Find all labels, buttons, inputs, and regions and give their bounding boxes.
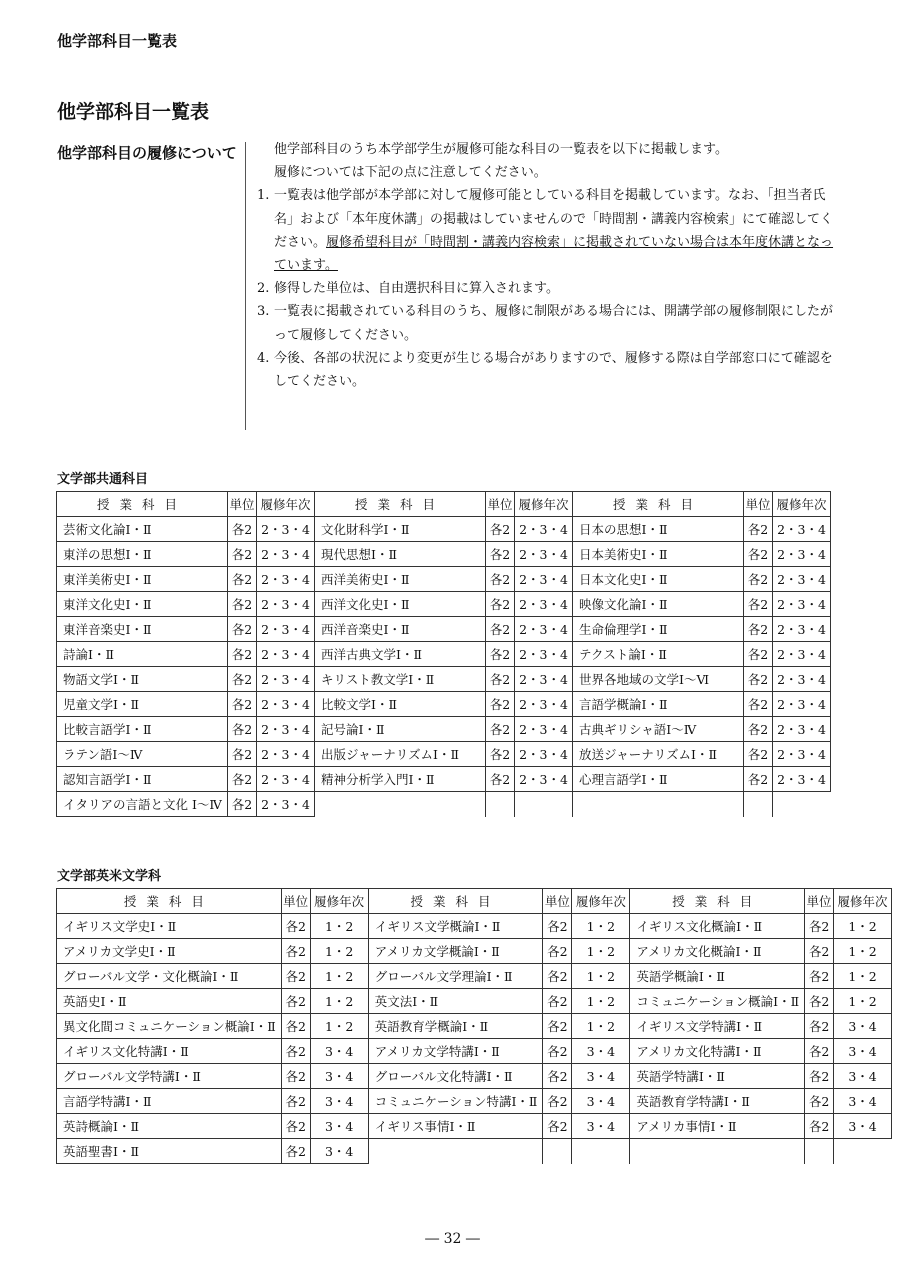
- header-unit: 単位: [486, 492, 515, 517]
- table-row: [57, 1014, 892, 1039]
- course-unit: 各2: [281, 1014, 310, 1039]
- page-number: ― 32 ―: [425, 1231, 480, 1247]
- header-subject: 授業科目: [57, 492, 228, 517]
- course-unit: 各2: [281, 1064, 310, 1089]
- table-row: [57, 642, 831, 667]
- empty-cell: [572, 1139, 630, 1164]
- table-row: [57, 667, 831, 692]
- course-name: イギリス文学概論Ⅰ・Ⅱ: [368, 914, 543, 939]
- table-row: [57, 742, 831, 767]
- empty-cell: [773, 792, 831, 817]
- course-year: 2・3・4: [515, 567, 573, 592]
- note-item: [257, 184, 837, 277]
- note-text: 今後、各部の状況により変更が生じる場合がありますので、履修する際は自学部窓口にて確認をしてください。: [274, 350, 833, 390]
- course-name: イギリス文化概論Ⅰ・Ⅱ: [630, 914, 805, 939]
- page-title: 他学部科目一覧表: [57, 101, 210, 123]
- course-unit: 各2: [486, 767, 515, 792]
- course-unit: 各2: [744, 542, 773, 567]
- course-name: 物語文学Ⅰ・Ⅱ: [57, 667, 228, 692]
- course-unit: 各2: [486, 667, 515, 692]
- course-year: 1・2: [572, 989, 630, 1014]
- header-year: 履修年次: [773, 492, 831, 517]
- course-unit: 各2: [744, 617, 773, 642]
- course-unit: 各2: [744, 642, 773, 667]
- course-name: 映像文化論Ⅰ・Ⅱ: [573, 592, 744, 617]
- course-name: キリスト教文学Ⅰ・Ⅱ: [315, 667, 486, 692]
- course-year: 1・2: [572, 964, 630, 989]
- header-unit: 単位: [543, 889, 572, 914]
- note-item: [257, 347, 837, 393]
- header-year: 履修年次: [310, 889, 368, 914]
- course-year: 3・4: [834, 1114, 892, 1139]
- course-unit: 各2: [228, 567, 257, 592]
- course-year: 3・4: [834, 1039, 892, 1064]
- course-year: 2・3・4: [515, 667, 573, 692]
- course-unit: 各2: [228, 617, 257, 642]
- note-number: 1.: [257, 188, 270, 204]
- course-name: グローバル文学・文化概論Ⅰ・Ⅱ: [57, 964, 282, 989]
- course-name: コミュニケーション特講Ⅰ・Ⅱ: [368, 1089, 543, 1114]
- intro-text: [257, 138, 837, 393]
- course-unit: 各2: [486, 642, 515, 667]
- course-unit: 各2: [281, 914, 310, 939]
- course-name: 出版ジャーナリズムⅠ・Ⅱ: [315, 742, 486, 767]
- section-heading: 他学部科目の履修について: [57, 144, 237, 162]
- empty-cell: [368, 1139, 543, 1164]
- course-unit: 各2: [805, 1089, 834, 1114]
- course-year: 2・3・4: [773, 517, 831, 542]
- course-name: イギリス文学史Ⅰ・Ⅱ: [57, 914, 282, 939]
- table-row: [57, 1089, 892, 1114]
- course-year: 1・2: [834, 989, 892, 1014]
- empty-cell: [543, 1139, 572, 1164]
- course-unit: 各2: [543, 1039, 572, 1064]
- course-name: アメリカ文学特講Ⅰ・Ⅱ: [368, 1039, 543, 1064]
- header-subject: 授業科目: [573, 492, 744, 517]
- course-year: 2・3・4: [257, 592, 315, 617]
- course-unit: 各2: [744, 742, 773, 767]
- intro-line: 他学部科目のうち本学部学生が履修可能な科目の一覧表を以下に掲載します。: [274, 142, 728, 157]
- course-name: 英語史Ⅰ・Ⅱ: [57, 989, 282, 1014]
- course-unit: 各2: [228, 642, 257, 667]
- table-row: [57, 1114, 892, 1139]
- table-row: [57, 567, 831, 592]
- intro-line: 履修については下記の点に注意してください。: [274, 165, 547, 181]
- course-unit: 各2: [805, 1039, 834, 1064]
- course-unit: 各2: [228, 517, 257, 542]
- course-name: アメリカ文化概論Ⅰ・Ⅱ: [630, 939, 805, 964]
- course-name: 世界各地域の文学Ⅰ～Ⅵ: [573, 667, 744, 692]
- table-row: [57, 717, 831, 742]
- course-unit: 各2: [228, 667, 257, 692]
- table-row: [57, 617, 831, 642]
- course-year: 1・2: [834, 914, 892, 939]
- table-row: [57, 792, 831, 817]
- course-year: 2・3・4: [773, 542, 831, 567]
- course-year: 2・3・4: [257, 792, 315, 817]
- course-name: 言語学概論Ⅰ・Ⅱ: [573, 692, 744, 717]
- course-year: 2・3・4: [257, 742, 315, 767]
- course-unit: 各2: [228, 692, 257, 717]
- table-row: [57, 939, 892, 964]
- course-year: 3・4: [310, 1089, 368, 1114]
- course-name: 日本文化史Ⅰ・Ⅱ: [573, 567, 744, 592]
- note-number: 2.: [257, 281, 270, 297]
- course-year: 2・3・4: [257, 667, 315, 692]
- course-name: 現代思想Ⅰ・Ⅱ: [315, 542, 486, 567]
- table-row: [57, 542, 831, 567]
- course-year: 3・4: [834, 1064, 892, 1089]
- course-name: テクスト論Ⅰ・Ⅱ: [573, 642, 744, 667]
- course-name: 英語教育学特講Ⅰ・Ⅱ: [630, 1089, 805, 1114]
- table-row: [57, 989, 892, 1014]
- table-row: [57, 1139, 892, 1164]
- course-name: 生命倫理学Ⅰ・Ⅱ: [573, 617, 744, 642]
- course-year: 1・2: [572, 914, 630, 939]
- course-name: アメリカ文学史Ⅰ・Ⅱ: [57, 939, 282, 964]
- course-unit: 各2: [486, 542, 515, 567]
- course-year: 3・4: [310, 1039, 368, 1064]
- note-item: [257, 300, 837, 346]
- header-unit: 単位: [805, 889, 834, 914]
- course-name: 言語学特講Ⅰ・Ⅱ: [57, 1089, 282, 1114]
- header-year: 履修年次: [257, 492, 315, 517]
- course-unit: 各2: [805, 1114, 834, 1139]
- course-name: 英詩概論Ⅰ・Ⅱ: [57, 1114, 282, 1139]
- course-year: 1・2: [310, 939, 368, 964]
- empty-cell: [486, 792, 515, 817]
- course-year: 3・4: [572, 1064, 630, 1089]
- course-table-english: [56, 888, 892, 1164]
- course-unit: 各2: [486, 692, 515, 717]
- course-name: アメリカ事情Ⅰ・Ⅱ: [630, 1114, 805, 1139]
- course-name: 心理言語学Ⅰ・Ⅱ: [573, 767, 744, 792]
- note-number: 3.: [257, 304, 270, 320]
- course-name: イギリス文化特講Ⅰ・Ⅱ: [57, 1039, 282, 1064]
- table-row: [57, 517, 831, 542]
- table-row: [57, 592, 831, 617]
- course-unit: 各2: [543, 964, 572, 989]
- course-name: 日本美術史Ⅰ・Ⅱ: [573, 542, 744, 567]
- course-unit: 各2: [228, 767, 257, 792]
- course-year: 2・3・4: [515, 642, 573, 667]
- course-year: 2・3・4: [773, 567, 831, 592]
- note-text: 修得した単位は、自由選択科目に算入されます。: [274, 281, 559, 297]
- course-name: 日本の思想Ⅰ・Ⅱ: [573, 517, 744, 542]
- course-year: 3・4: [834, 1089, 892, 1114]
- empty-cell: [744, 792, 773, 817]
- course-name: 英語聖書Ⅰ・Ⅱ: [57, 1139, 282, 1164]
- course-unit: 各2: [805, 1014, 834, 1039]
- course-name: 東洋文化史Ⅰ・Ⅱ: [57, 592, 228, 617]
- header-year: 履修年次: [572, 889, 630, 914]
- course-unit: 各2: [228, 792, 257, 817]
- course-name: 詩論Ⅰ・Ⅱ: [57, 642, 228, 667]
- table-header-row: [57, 492, 831, 517]
- course-name: 西洋美術史Ⅰ・Ⅱ: [315, 567, 486, 592]
- course-year: 2・3・4: [773, 692, 831, 717]
- table-row: [57, 1064, 892, 1089]
- course-year: 2・3・4: [257, 542, 315, 567]
- course-unit: 各2: [543, 989, 572, 1014]
- course-unit: 各2: [228, 542, 257, 567]
- course-year: 2・3・4: [257, 717, 315, 742]
- course-year: 2・3・4: [257, 617, 315, 642]
- course-name: グローバル文学理論Ⅰ・Ⅱ: [368, 964, 543, 989]
- course-unit: 各2: [543, 1114, 572, 1139]
- course-year: 3・4: [310, 1114, 368, 1139]
- notes-list: [257, 184, 837, 393]
- table-row: [57, 767, 831, 792]
- header-subject: 授業科目: [315, 492, 486, 517]
- course-unit: 各2: [281, 1089, 310, 1114]
- course-year: 2・3・4: [515, 617, 573, 642]
- course-unit: 各2: [543, 1064, 572, 1089]
- course-name: 児童文学Ⅰ・Ⅱ: [57, 692, 228, 717]
- course-unit: 各2: [744, 767, 773, 792]
- course-name: イギリス事情Ⅰ・Ⅱ: [368, 1114, 543, 1139]
- course-unit: 各2: [744, 717, 773, 742]
- course-name: 比較言語学Ⅰ・Ⅱ: [57, 717, 228, 742]
- course-year: 1・2: [834, 964, 892, 989]
- course-name: 精神分析学入門Ⅰ・Ⅱ: [315, 767, 486, 792]
- table-row: [57, 1039, 892, 1064]
- header-subject: 授業科目: [630, 889, 805, 914]
- course-year: 1・2: [310, 1014, 368, 1039]
- course-name: 放送ジャーナリズムⅠ・Ⅱ: [573, 742, 744, 767]
- header-unit: 単位: [281, 889, 310, 914]
- empty-cell: [630, 1139, 805, 1164]
- course-year: 2・3・4: [773, 617, 831, 642]
- course-name: 芸術文化論Ⅰ・Ⅱ: [57, 517, 228, 542]
- course-name: 比較文学Ⅰ・Ⅱ: [315, 692, 486, 717]
- course-year: 2・3・4: [773, 642, 831, 667]
- note-underlined-text: 履修希望科目が「時間割・講義内容検索」に掲載されていない場合は本年度休講となっています。: [274, 234, 834, 274]
- empty-cell: [315, 792, 486, 817]
- course-year: 1・2: [310, 964, 368, 989]
- course-year: 2・3・4: [257, 767, 315, 792]
- course-unit: 各2: [744, 667, 773, 692]
- course-unit: 各2: [228, 592, 257, 617]
- course-year: 2・3・4: [515, 742, 573, 767]
- empty-cell: [515, 792, 573, 817]
- course-year: 2・3・4: [257, 567, 315, 592]
- course-unit: 各2: [543, 1014, 572, 1039]
- course-year: 2・3・4: [257, 692, 315, 717]
- course-year: 2・3・4: [773, 592, 831, 617]
- course-year: 3・4: [310, 1064, 368, 1089]
- course-unit: 各2: [281, 964, 310, 989]
- running-header: 他学部科目一覧表: [57, 32, 178, 50]
- course-year: 2・3・4: [515, 767, 573, 792]
- course-year: 3・4: [310, 1139, 368, 1164]
- course-year: 3・4: [572, 1089, 630, 1114]
- course-name: 記号論Ⅰ・Ⅱ: [315, 717, 486, 742]
- course-year: 3・4: [834, 1014, 892, 1039]
- table-row: [57, 692, 831, 717]
- course-name: 古典ギリシャ語Ⅰ～Ⅳ: [573, 717, 744, 742]
- table-title-common: 文学部共通科目: [57, 472, 149, 487]
- course-name: 西洋文化史Ⅰ・Ⅱ: [315, 592, 486, 617]
- course-name: 英語学特講Ⅰ・Ⅱ: [630, 1064, 805, 1089]
- course-unit: 各2: [486, 592, 515, 617]
- course-unit: 各2: [281, 1039, 310, 1064]
- course-unit: 各2: [281, 1139, 310, 1164]
- course-name: 認知言語学Ⅰ・Ⅱ: [57, 767, 228, 792]
- header-subject: 授業科目: [57, 889, 282, 914]
- header-unit: 単位: [228, 492, 257, 517]
- course-year: 1・2: [310, 914, 368, 939]
- course-year: 2・3・4: [515, 692, 573, 717]
- course-unit: 各2: [543, 939, 572, 964]
- course-name: 西洋音楽史Ⅰ・Ⅱ: [315, 617, 486, 642]
- course-year: 1・2: [572, 1014, 630, 1039]
- course-year: 2・3・4: [773, 717, 831, 742]
- course-unit: 各2: [744, 692, 773, 717]
- course-year: 1・2: [834, 939, 892, 964]
- course-year: 2・3・4: [773, 667, 831, 692]
- course-year: 3・4: [572, 1114, 630, 1139]
- course-name: アメリカ文学概論Ⅰ・Ⅱ: [368, 939, 543, 964]
- course-unit: 各2: [805, 939, 834, 964]
- course-name: イタリアの言語と文化 Ⅰ～Ⅳ: [57, 792, 228, 817]
- note-text: 一覧表に掲載されている科目のうち、履修に制限がある場合には、開講学部の履修制限にしたがって履修してください。: [274, 304, 834, 343]
- course-year: 2・3・4: [515, 592, 573, 617]
- course-year: 2・3・4: [257, 642, 315, 667]
- empty-cell: [573, 792, 744, 817]
- course-name: イギリス文学特講Ⅰ・Ⅱ: [630, 1014, 805, 1039]
- course-unit: 各2: [281, 939, 310, 964]
- course-name: 東洋の思想Ⅰ・Ⅱ: [57, 542, 228, 567]
- course-unit: 各2: [805, 914, 834, 939]
- course-unit: 各2: [744, 592, 773, 617]
- table-row: [57, 914, 892, 939]
- course-unit: 各2: [744, 567, 773, 592]
- course-name: 西洋古典文学Ⅰ・Ⅱ: [315, 642, 486, 667]
- course-name: グローバル文化特講Ⅰ・Ⅱ: [368, 1064, 543, 1089]
- course-year: 2・3・4: [257, 517, 315, 542]
- course-name: 文化財科学Ⅰ・Ⅱ: [315, 517, 486, 542]
- course-unit: 各2: [543, 914, 572, 939]
- header-unit: 単位: [744, 492, 773, 517]
- course-year: 1・2: [572, 939, 630, 964]
- course-unit: 各2: [486, 517, 515, 542]
- course-unit: 各2: [486, 742, 515, 767]
- header-year: 履修年次: [515, 492, 573, 517]
- course-year: 2・3・4: [515, 517, 573, 542]
- course-unit: 各2: [805, 1064, 834, 1089]
- course-unit: 各2: [543, 1089, 572, 1114]
- course-name: 英語学概論Ⅰ・Ⅱ: [630, 964, 805, 989]
- header-year: 履修年次: [834, 889, 892, 914]
- course-name: ラテン語Ⅰ～Ⅳ: [57, 742, 228, 767]
- course-unit: 各2: [486, 567, 515, 592]
- course-name: 異文化間コミュニケーション概論Ⅰ・Ⅱ: [57, 1014, 282, 1039]
- course-unit: 各2: [486, 717, 515, 742]
- note-number: 4.: [257, 350, 270, 366]
- course-name: コミュニケーション概論Ⅰ・Ⅱ: [630, 989, 805, 1014]
- course-unit: 各2: [228, 742, 257, 767]
- table-header-row: [57, 889, 892, 914]
- empty-cell: [834, 1139, 892, 1164]
- course-year: 2・3・4: [515, 542, 573, 567]
- course-unit: 各2: [228, 717, 257, 742]
- course-year: 3・4: [572, 1039, 630, 1064]
- course-name: 英語教育学概論Ⅰ・Ⅱ: [368, 1014, 543, 1039]
- course-unit: 各2: [805, 989, 834, 1014]
- course-unit: 各2: [281, 989, 310, 1014]
- course-year: 2・3・4: [515, 717, 573, 742]
- note-text: [274, 184, 837, 277]
- course-name: アメリカ文化特講Ⅰ・Ⅱ: [630, 1039, 805, 1064]
- course-unit: 各2: [486, 617, 515, 642]
- note-item: [257, 277, 837, 300]
- course-unit: 各2: [805, 964, 834, 989]
- section-divider: [245, 142, 246, 430]
- course-year: 1・2: [310, 989, 368, 1014]
- course-unit: 各2: [281, 1114, 310, 1139]
- course-unit: 各2: [744, 517, 773, 542]
- course-name: 東洋美術史Ⅰ・Ⅱ: [57, 567, 228, 592]
- course-name: 東洋音楽史Ⅰ・Ⅱ: [57, 617, 228, 642]
- table-row: [57, 964, 892, 989]
- course-name: 英文法Ⅰ・Ⅱ: [368, 989, 543, 1014]
- course-name: グローバル文学特講Ⅰ・Ⅱ: [57, 1064, 282, 1089]
- course-year: 2・3・4: [773, 767, 831, 792]
- empty-cell: [805, 1139, 834, 1164]
- course-year: 2・3・4: [773, 742, 831, 767]
- course-table-common: [56, 491, 831, 817]
- header-subject: 授業科目: [368, 889, 543, 914]
- table-title-english: 文学部英米文学科: [57, 869, 162, 884]
- note-text-body: 一覧表は他学部が本学部に対して履修可能としている科目を掲載しています。なお、「担当者氏名」および「本年度休講」の掲載はしていませんので「時間割・講義内容検索」にて確認してください。: [274, 188, 834, 250]
